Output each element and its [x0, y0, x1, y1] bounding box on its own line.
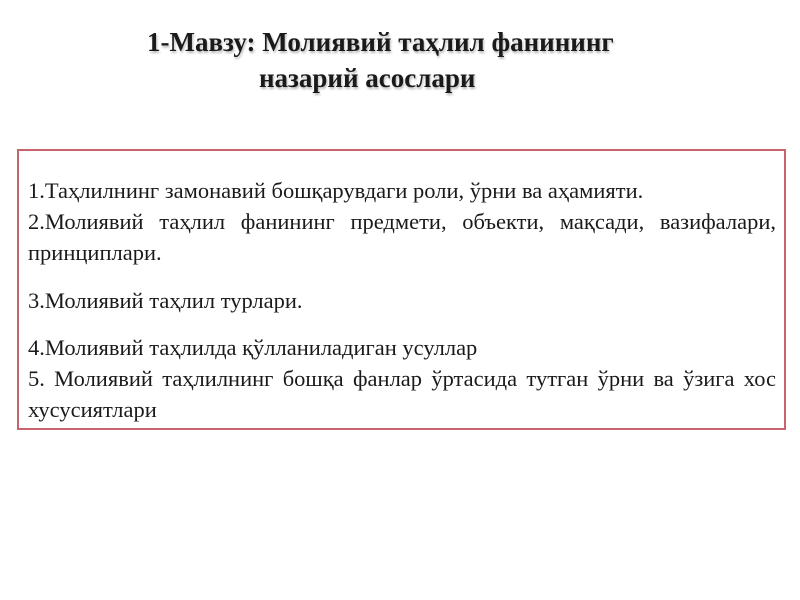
slide-title-line-2: назарий асослари	[259, 63, 476, 93]
topics-box	[17, 149, 786, 430]
topic-item-1: 1.Таҳлилнинг замонавий бошқарувдаги роли, ўрни ва аҳамияти.	[28, 178, 644, 203]
topic-item-3: 3.Молиявий таҳлил турлари.	[28, 288, 303, 313]
topic-item-4: 4.Молиявий таҳлилда қўлланиладиган усуллар	[28, 335, 478, 360]
slide-title	[0, 24, 800, 96]
topic-item-5: 5. Молиявий таҳлилнинг бошқа фанлар ўртасида тутган ўрни ва ўзига хос хусусиятлари	[28, 366, 776, 422]
topic-item-2: 2.Молиявий таҳлил фанининг предмети, объекти, мақсади, вазифалари, принциплари.	[28, 209, 776, 265]
slide-title-line-1: 1-Мавзу: Молиявий таҳлил фанининг	[147, 27, 614, 57]
